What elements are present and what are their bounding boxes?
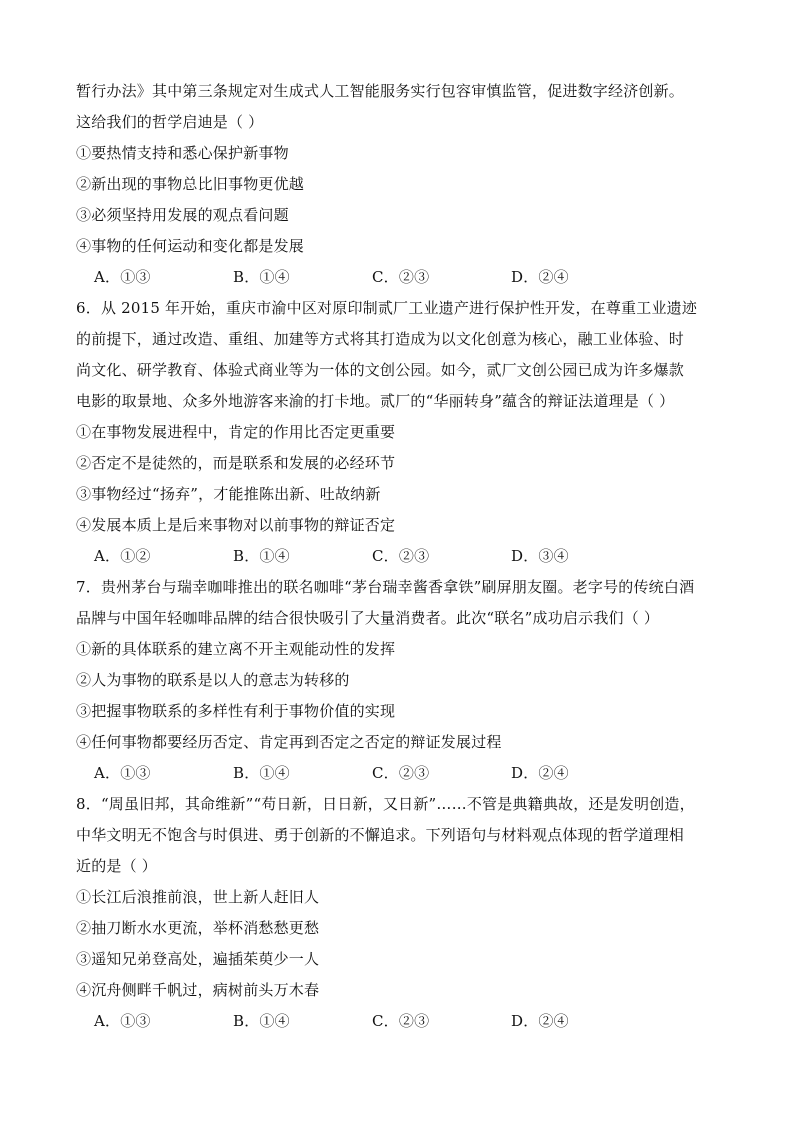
- question-stem-line: 8．“周虽旧邦，其命维新”“苟日新，日日新，又日新”……不管是典籍典故，还是发明创造，: [76, 795, 695, 813]
- statement: ③事物经过“扬弃”，才能推陈出新、吐故纳新: [76, 485, 381, 503]
- statement: ③必须坚持用发展的观点看问题: [76, 206, 289, 224]
- option-d: D．③④: [511, 547, 569, 565]
- statement: ④事物的任何运动和变化都是发展: [76, 237, 305, 255]
- option-a: A．①③: [94, 1012, 151, 1030]
- question-5: [76, 76, 726, 293]
- option-c: C．②③: [372, 764, 430, 782]
- statement: ④任何事物都要经历否定、肯定再到否定之否定的辩证发展过程: [76, 733, 502, 751]
- statement: ②人为事物的联系是以人的意志为转移的: [76, 671, 350, 689]
- option-b: B．①④: [233, 1012, 290, 1030]
- question-stem-line: 的前提下，通过改造、重组、加建等方式将其打造成为以文化创意为核心，融工业体验、时: [76, 330, 685, 348]
- question-stem-line: 7．贵州茅台与瑞幸咖啡推出的联名咖啡“茅台瑞幸酱香拿铁”刷屏朋友圈。老字号的传统白酒: [76, 578, 695, 596]
- answer-options: [76, 541, 726, 572]
- statement: ④沉舟侧畔千帆过，病树前头万木春: [76, 981, 320, 999]
- option-a: A．①③: [94, 764, 151, 782]
- question-stem-line: 品牌与中国年轻咖啡品牌的结合很快吸引了大量消费者。此次“联名”成功启示我们（ ）: [76, 609, 660, 627]
- statement: ①要热情支持和悉心保护新事物: [76, 144, 289, 162]
- option-b: B．①④: [233, 268, 290, 286]
- statement: ②抽刀断水水更流，举杯消愁愁更愁: [76, 919, 320, 937]
- question-stem-line: 中华文明无不饱含与时俱进、勇于创新的不懈追求。下列语句与材料观点体现的哲学道理相: [76, 826, 685, 844]
- statement: ①新的具体联系的建立离不开主观能动性的发挥: [76, 640, 396, 658]
- option-a: A．①②: [94, 547, 151, 565]
- statement: ②新出现的事物总比旧事物更优越: [76, 175, 305, 193]
- statement: ②否定不是徒然的，而是联系和发展的必经环节: [76, 454, 396, 472]
- option-d: D．②④: [511, 268, 569, 286]
- question-stem-line: 电影的取景地、众多外地游客来渝的打卡地。贰厂的“华丽转身”蕴含的辩证法道理是（ ）: [76, 392, 675, 410]
- statement: ③遥知兄弟登高处，遍插茱萸少一人: [76, 950, 320, 968]
- option-c: C．②③: [372, 1012, 430, 1030]
- option-d: D．②④: [511, 764, 569, 782]
- question-stem-line: 近的是（ ）: [76, 857, 157, 875]
- statement: ④发展本质上是后来事物对以前事物的辩证否定: [76, 516, 396, 534]
- option-b: B．①④: [233, 547, 290, 565]
- document-content: [76, 76, 726, 1037]
- statement: ③把握事物联系的多样性有利于事物价值的实现: [76, 702, 396, 720]
- answer-options: [76, 1006, 726, 1037]
- question-8: [76, 789, 726, 1037]
- statement: ①在事物发展进程中，肯定的作用比否定更重要: [76, 423, 396, 441]
- question-stem-line: 6．从 2015 年开始，重庆市渝中区对原印制贰厂工业遗产进行保护性开发，在尊重工业遗迹: [76, 299, 698, 317]
- option-d: D．②④: [511, 1012, 569, 1030]
- question-stem-line: 尚文化、研学教育、体验式商业等为一体的文创公园。如今，贰厂文创公园已成为许多爆款: [76, 361, 685, 379]
- option-c: C．②③: [372, 268, 430, 286]
- question-stem-line: 暂行办法》其中第三条规定对生成式人工智能服务实行包容审慎监管，促进数字经济创新。: [76, 82, 685, 100]
- question-7: [76, 572, 726, 789]
- question-6: [76, 293, 726, 572]
- statement: ①长江后浪推前浪，世上新人赶旧人: [76, 888, 320, 906]
- option-c: C．②③: [372, 547, 430, 565]
- option-a: A．①③: [94, 268, 151, 286]
- question-stem-line: 这给我们的哲学启迪是（ ）: [76, 113, 264, 131]
- answer-options: [76, 262, 726, 293]
- option-b: B．①④: [233, 764, 290, 782]
- answer-options: [76, 758, 726, 789]
